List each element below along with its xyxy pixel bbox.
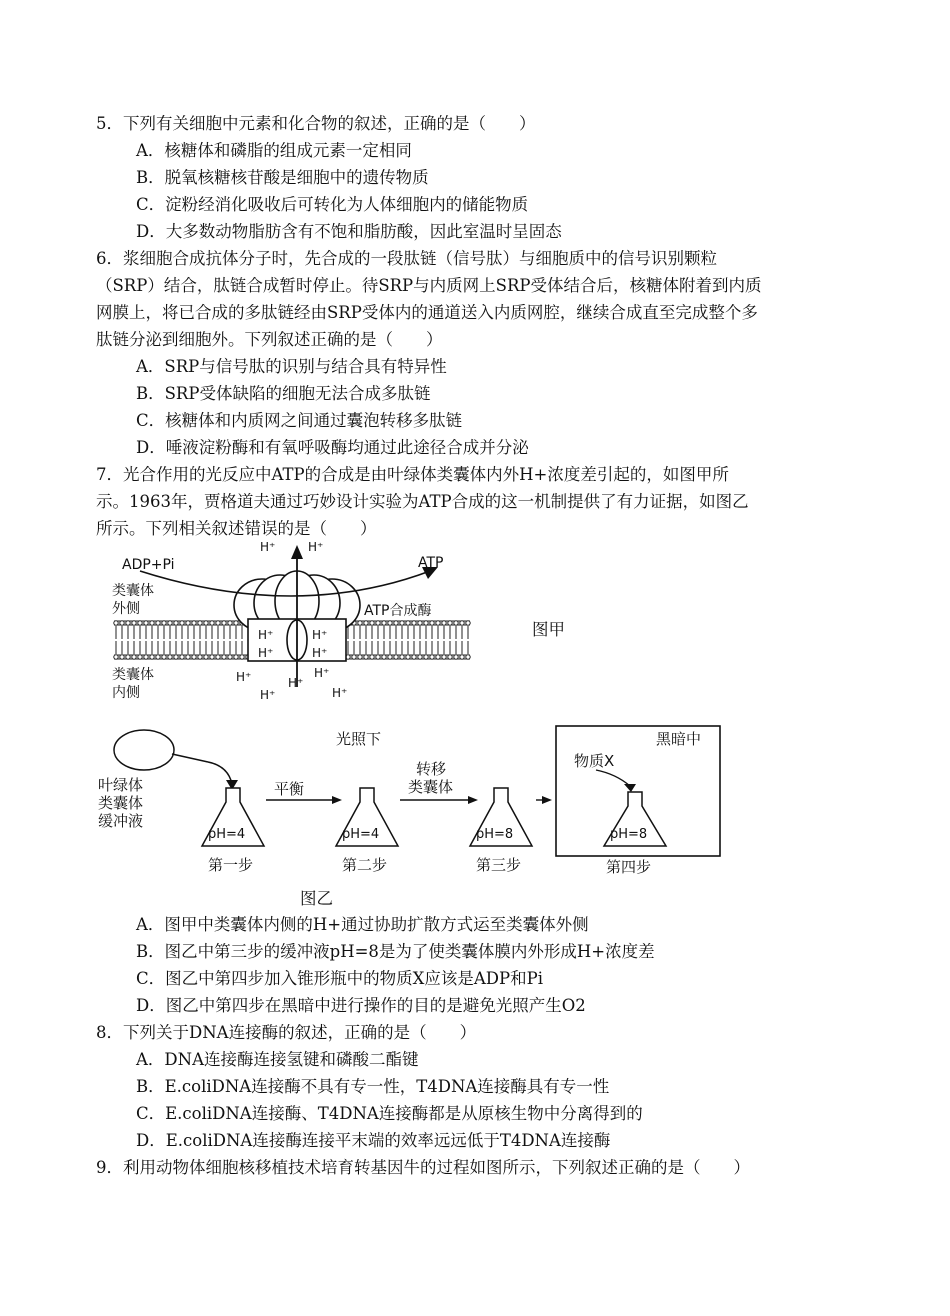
lipid-head [454, 621, 458, 625]
lipid-head [460, 621, 464, 625]
lipid-head [192, 655, 196, 659]
lipid-head [216, 621, 220, 625]
q6-option-d: D．唾液淀粉酶和有氧呼吸酶均通过此途径合成并分泌 [136, 438, 529, 457]
lipid-head [120, 621, 124, 625]
lipid-head [210, 655, 214, 659]
lipid-head [424, 621, 428, 625]
label-transfer-thylakoid: 类囊体 [408, 778, 454, 796]
q8-option-d: D．E.coliDNA连接酶连接平末端的效率远远低于T4DNA连接酶 [136, 1131, 611, 1150]
lipid-head [358, 621, 362, 625]
label-in-dark: 黑暗中 [656, 730, 702, 748]
lipid-head [114, 621, 118, 625]
lipid-head [198, 655, 202, 659]
q6-option-b: B．SRP受体缺陷的细胞无法合成多肽链 [136, 384, 431, 403]
q7-option-c: C．图乙中第四步加入锥形瓶中的物质X应该是ADP和Pi [136, 969, 543, 988]
figure-a-atp-synthase [100, 537, 480, 707]
label-under-light: 光照下 [336, 730, 382, 748]
lipid-head [370, 621, 374, 625]
lipid-head [204, 621, 208, 625]
lipid-head [240, 655, 244, 659]
lipid-head [418, 621, 422, 625]
proton-in-3: H⁺ [258, 646, 274, 660]
lipid-head [144, 621, 148, 625]
lipid-head [168, 655, 172, 659]
lipid-head [406, 655, 410, 659]
label-buffer: 缓冲液 [98, 812, 144, 830]
lipid-head [216, 655, 220, 659]
lipid-head [394, 621, 398, 625]
proton-low-4: H⁺ [260, 688, 276, 702]
lipid-head [388, 655, 392, 659]
q8-option-b: B．E.coliDNA连接酶不具有专一性，T4DNA连接酶具有专一性 [136, 1077, 610, 1096]
lipid-head [358, 655, 362, 659]
lipid-head [394, 655, 398, 659]
q5-option-c: C．淀粉经消化吸收后可转化为人体细胞内的储能物质 [136, 195, 529, 214]
lipid-head [460, 655, 464, 659]
lipid-head [234, 655, 238, 659]
q6-stem-line-4: 肽链分泌到细胞外。下列叙述正确的是（ ） [96, 330, 443, 349]
lipid-head [192, 621, 196, 625]
q8-option-c: C．E.coliDNA连接酶、T4DNA连接酶都是从原核生物中分离得到的 [136, 1104, 643, 1123]
lipid-head [126, 621, 130, 625]
arrow-1-head [332, 796, 342, 804]
retort-neck [172, 754, 208, 762]
proton-low-5: H⁺ [332, 686, 348, 700]
proton-in-1: H⁺ [258, 628, 274, 642]
q6-stem-line-1: 6．浆细胞合成抗体分子时，先合成的一段肽链（信号肽）与细胞质中的信号识别颗粒 [96, 249, 717, 268]
q6-option-a: A．SRP与信号肽的识别与结合具有特异性 [136, 357, 447, 376]
q7-option-a: A．图甲中类囊体内侧的H+通过协助扩散方式运至类囊体外侧 [136, 915, 589, 934]
lipid-head [120, 655, 124, 659]
lipid-head [174, 655, 178, 659]
label-inner-2: 内侧 [112, 685, 140, 701]
lipid-head [448, 621, 452, 625]
q7-stem-line-3: 所示。下列相关叙述错误的是（ ） [96, 519, 377, 538]
lipid-head [186, 621, 190, 625]
lipid-head [126, 655, 130, 659]
lipid-head [418, 655, 422, 659]
proton-arrow-head [291, 545, 303, 559]
lipid-head [400, 655, 404, 659]
label-transfer: 转移 [416, 760, 447, 778]
lipid-head [180, 621, 184, 625]
lipid-head [448, 655, 452, 659]
lipid-head [370, 655, 374, 659]
lipid-head [388, 621, 392, 625]
label-outer-1: 类囊体 [112, 583, 154, 599]
step-2-label: 第二步 [342, 856, 388, 874]
q6-option-c: C．核糖体和内质网之间通过囊泡转移多肽链 [136, 411, 463, 430]
figure-a-caption: 图甲 [532, 620, 565, 639]
lipid-head [150, 655, 154, 659]
lipid-head [436, 655, 440, 659]
lipid-head [162, 621, 166, 625]
lipid-head [382, 621, 386, 625]
label-atp: ATP [418, 555, 444, 571]
arrow-3-head [542, 796, 552, 804]
step-1-label: 第一步 [208, 856, 254, 874]
q5-stem: 5．下列有关细胞中元素和化合物的叙述，正确的是（ ） [96, 114, 536, 133]
lipid-head [466, 621, 470, 625]
lipid-head [174, 621, 178, 625]
lipid-head [364, 655, 368, 659]
lipid-head [210, 621, 214, 625]
lipid-head [352, 655, 356, 659]
lipid-head [132, 655, 136, 659]
lipid-head [228, 655, 232, 659]
lipid-head [222, 655, 226, 659]
q9-stem: 9．利用动物体细胞核移植技术培育转基因牛的过程如图所示，下列叙述正确的是（ ） [96, 1158, 750, 1177]
figure-b-caption: 图乙 [300, 889, 333, 908]
q7-stem-line-1: 7．光合作用的光反应中ATP的合成是由叶绿体类囊体内外H+浓度差引起的，如图甲所 [96, 465, 729, 484]
lipid-head [442, 621, 446, 625]
proton-low-3: H⁺ [314, 666, 330, 680]
label-inner-1: 类囊体 [112, 667, 154, 683]
lipid-head [114, 655, 118, 659]
label-thylakoid: 类囊体 [98, 794, 144, 812]
q5-option-d: D．大多数动物脂肪含有不饱和脂肪酸，因此室温时呈固态 [136, 222, 562, 241]
lipid-head [138, 655, 142, 659]
lipid-head [376, 655, 380, 659]
lipid-head [156, 655, 160, 659]
lipid-head [186, 655, 190, 659]
q8-option-a: A．DNA连接酶连接氢键和磷酸二酯键 [136, 1050, 419, 1069]
label-substance-x: 物质X [574, 752, 615, 770]
lipid-head [424, 655, 428, 659]
proton-low-1: H⁺ [236, 670, 252, 684]
label-chloroplast: 叶绿体 [98, 776, 144, 794]
lipid-head [150, 621, 154, 625]
lipid-head [144, 655, 148, 659]
q7-option-b: B．图乙中第三步的缓冲液pH=8是为了使类囊体膜内外形成H+浓度差 [136, 942, 655, 961]
lipid-head [412, 621, 416, 625]
lipid-head [156, 621, 160, 625]
lipid-head [442, 655, 446, 659]
figure-b-experiment [96, 722, 726, 882]
q5-option-b: B．脱氧核糖核苷酸是细胞中的遗传物质 [136, 168, 429, 187]
lipid-head [228, 621, 232, 625]
lipid-head [412, 655, 416, 659]
lipid-head [406, 621, 410, 625]
lipid-head [466, 655, 470, 659]
lipid-head [376, 621, 380, 625]
step-3-label: 第三步 [476, 856, 522, 874]
arrow-2-head [468, 796, 478, 804]
proton-in-2: H⁺ [312, 628, 328, 642]
label-outer-2: 外侧 [112, 601, 140, 617]
lipid-head [430, 621, 434, 625]
flask-2-ph: pH=4 [342, 827, 380, 842]
lipid-head [436, 621, 440, 625]
q5-option-a: A．核糖体和磷脂的组成元素一定相同 [136, 141, 412, 160]
lipid-head [204, 655, 208, 659]
q6-stem-line-2: （SRP）结合，肽链合成暂时停止。待SRP与内质网上SRP受体结合后，核糖体附着到内质 [96, 276, 762, 295]
label-atp-synthase: ATP合成酶 [364, 603, 432, 619]
lipid-head [138, 621, 142, 625]
flask-1-ph: pH=4 [208, 827, 246, 842]
label-adp-pi: ADP+Pi [122, 557, 175, 573]
lipid-head [454, 655, 458, 659]
retort-bulb [114, 730, 174, 770]
lipid-head [198, 621, 202, 625]
flask-4-ph: pH=8 [610, 827, 648, 842]
lipid-head [168, 621, 172, 625]
flask-3-ph: pH=8 [476, 827, 514, 842]
lipid-head [430, 655, 434, 659]
lipid-head [162, 655, 166, 659]
q7-stem-line-2: 示。1963年，贾格道夫通过巧妙设计实验为ATP合成的这一机制提供了有力证据，如图乙 [96, 492, 749, 511]
step-4-label: 第四步 [606, 858, 652, 876]
proton-low-2: H⁺ [288, 676, 304, 690]
proton-top-1: H⁺ [260, 540, 276, 554]
q7-option-d: D．图乙中第四步在黑暗中进行操作的目的是避免光照产生O2 [136, 996, 586, 1015]
lipid-head [222, 621, 226, 625]
lipid-head [364, 621, 368, 625]
lipid-head [400, 621, 404, 625]
q6-stem-line-3: 网膜上，将已合成的多肽链经由SRP受体内的通道送入内质网腔，继续合成直至完成整个多 [96, 303, 758, 322]
lipid-head [234, 621, 238, 625]
label-balance: 平衡 [274, 780, 305, 798]
lipid-head [382, 655, 386, 659]
q8-stem: 8．下列关于DNA连接酶的叙述，正确的是（ ） [96, 1023, 477, 1042]
proton-top-2: H⁺ [308, 540, 324, 554]
lipid-head [132, 621, 136, 625]
lipid-head [180, 655, 184, 659]
proton-in-4: H⁺ [312, 646, 328, 660]
